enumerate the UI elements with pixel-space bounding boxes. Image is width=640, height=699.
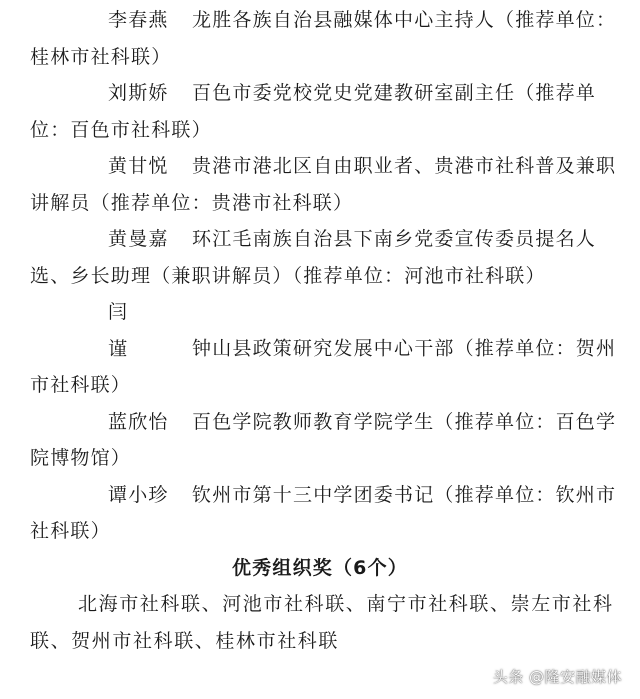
entry-desc: 环江毛南族自治县下南乡党委宣传委员提名人选、乡长助理（兼职讲解员）（推荐单位：河池市社科联） <box>30 228 597 287</box>
entry-desc: 钟山县政策研究发展中心干部（推荐单位：贺州市社科联） <box>30 337 617 396</box>
entry-name: 黄曼嘉 <box>108 228 169 250</box>
watermark: 头条 @隆安融媒体 <box>492 668 622 686</box>
entry-desc: 龙胜各族自治县融媒体中心主持人（推荐单位：桂林市社科联） <box>30 9 617 68</box>
entry-yan-jin <box>0 294 640 404</box>
entry-desc: 钦州市第十三中学团委书记（推荐单位：钦州市社科联） <box>30 483 617 542</box>
entry-huang-ganyue <box>0 148 640 221</box>
entry-desc: 百色学院教师教育学院学生（推荐单位：百色学院博物馆） <box>30 410 617 469</box>
entry-name: 刘斯娇 <box>108 82 169 104</box>
section-title: 优秀组织奖（6个） <box>231 556 409 579</box>
entry-name: 蓝欣怡 <box>108 410 169 433</box>
entry-name: 谭小珍 <box>108 483 169 506</box>
section-body: 北海市社科联、河池市社科联、南宁市社科联、崇左市社科联、贺州市社科联、桂林市社科联 <box>30 593 614 652</box>
entry-lan-xinyi <box>0 404 640 477</box>
entry-tan-xiaozhen <box>0 477 640 550</box>
entry-huang-manjia <box>0 221 640 294</box>
entry-desc: 百色市委党校党史党建教研室副主任（推荐单位：百色市社科联） <box>30 82 597 141</box>
entry-liu-sijiao <box>0 75 640 148</box>
entry-name: 闫谨 <box>108 301 150 360</box>
entry-li-chunyan <box>0 2 640 75</box>
entry-name: 李春燕 <box>108 9 169 31</box>
entry-desc: 贵港市港北区自由职业者、贵港市社科普及兼职讲解员（推荐单位：贵港市社科联） <box>30 155 617 214</box>
entry-name: 黄甘悦 <box>108 155 169 177</box>
